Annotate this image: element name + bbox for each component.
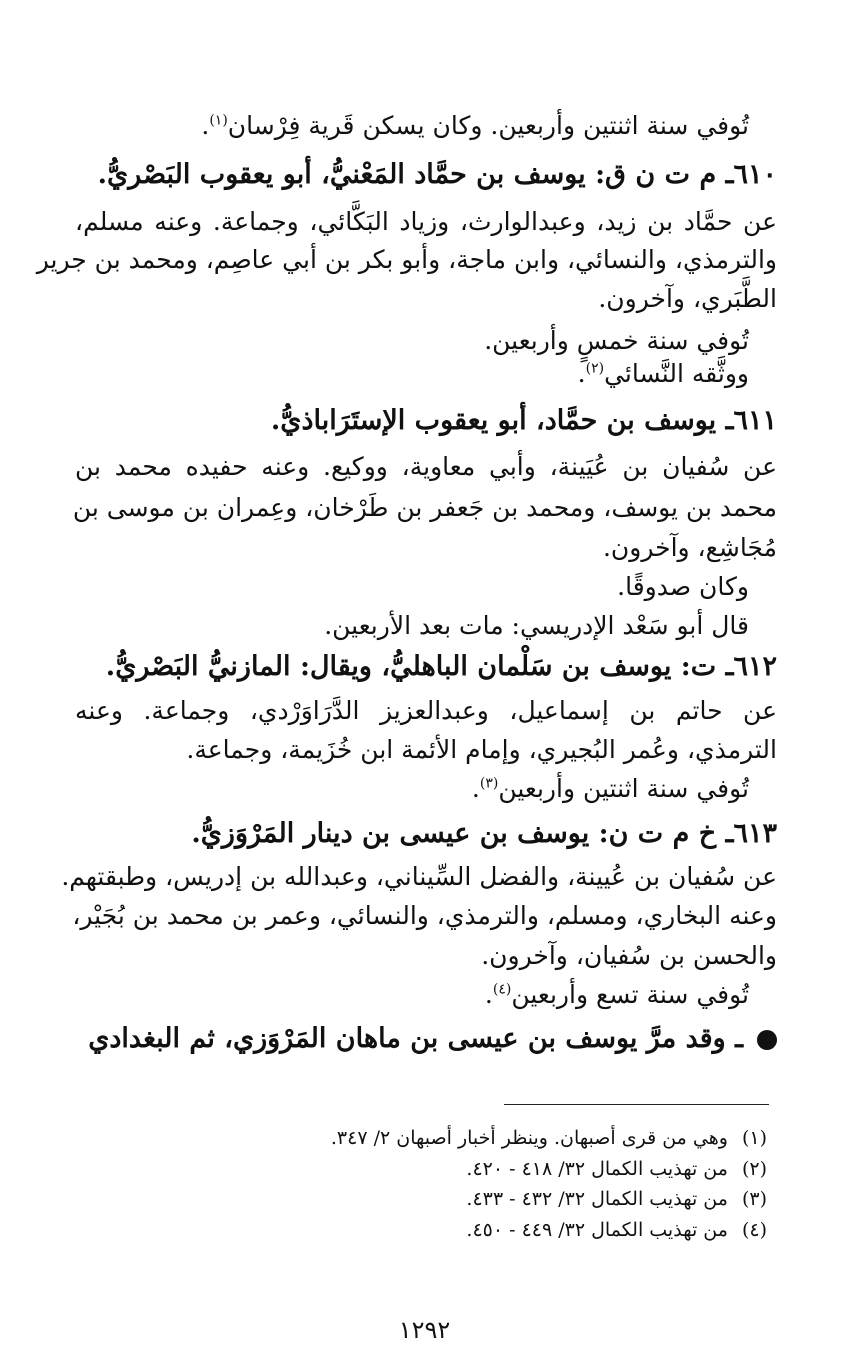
cross-reference-line: ـ وقد مرَّ يوسف بن عيسى بن ماهان المَرْوَزي، ثم البغدادي [88, 1022, 777, 1056]
text-line: والحسن بن سُفيان، وآخرون. [481, 941, 777, 970]
text-line: قال أبو سَعْد الإدريسي: مات بعد الأربعين. [324, 611, 749, 640]
footnote: (١)وهي من قرى أصبهان. وينظر أخبار أصبهان ٢/ ٣٤٧. [330, 1127, 767, 1149]
text-line: وكان صدوقًا. [617, 572, 749, 601]
entry-heading: ٦١٠ـ م ت ن ق: يوسف بن حمَّاد المَعْنيُّ، أبو يعقوب البَصْريُّ. [97, 159, 777, 190]
footnote: (٣)من تهذيب الكمال ٣٢/ ٤٣٢ - ٤٣٣. [466, 1188, 767, 1210]
entry-heading: ٦١٢ـ ت: يوسف بن سَلْمان الباهليُّ، ويقال: المازنيُّ البَصْريُّ. [105, 651, 777, 682]
text-line: الترمذي، وعُمر البُجيري، وإمام الأئمة ابن خُزَيمة، وجماعة. [186, 735, 777, 764]
text-line: عن سُفيان بن عُيينة، والفضل السِّيناني، وعبدالله بن إدريس، وطبقتهم. [61, 862, 777, 891]
footnote-marker: (٣) [479, 775, 499, 792]
text-line: عن حاتم بن إسماعيل، وعبدالعزيز الدَّرَاوَرْدي، وجماعة. وعنه [75, 696, 777, 725]
text-line: تُوفي سنة خمسٍ وأربعين. [484, 326, 749, 355]
entry-heading: ٦١١ـ يوسف بن حمَّاد، أبو يعقوب الإستَرَاباذيُّ. [270, 405, 777, 436]
footnote: (٤)من تهذيب الكمال ٣٢/ ٤٤٩ - ٤٥٠. [466, 1219, 767, 1241]
text-line: والترمذي، والنسائي، وابن ماجة، وأبو بكر بن أبي عاصِم، ومحمد بن جرير [36, 245, 777, 274]
footnote: (٢)من تهذيب الكمال ٣٢/ ٤١٨ - ٤٢٠. [466, 1158, 767, 1180]
footnote-marker: (١) [209, 112, 228, 129]
text-line: ووثَّقه النَّسائي$^{(٢)}$. [577, 359, 749, 388]
bullet-icon [757, 1030, 777, 1050]
footnote-marker: (٤) [492, 981, 512, 998]
entry-heading: ٦١٣ـ خ م ت ن: يوسف بن عيسى بن دينار المَرْوَزيُّ. [191, 818, 777, 849]
text-line: مُجَاشِع، وآخرون. [602, 533, 777, 562]
footnote-marker: (٢) [585, 360, 605, 377]
text-line: عن حمَّاد بن زيد، وعبدالوارث، وزياد البَكَّائي، وجماعة. وعنه مسلم، [75, 207, 777, 236]
text-line: تُوفي سنة اثنتين وأربعين$^{(٣)}$. [471, 774, 749, 803]
text-line: محمد بن يوسف، ومحمد بن جَعفر بن طَرْخان، وعِمران بن موسى بن [72, 493, 777, 522]
text-line: عن سُفيان بن عُيَينة، وأبي معاوية، ووكيع. وعنه حفيده محمد بن [75, 452, 777, 481]
text-line: وعنه البخاري، ومسلم، والترمذي، والنسائي، وعمر بن محمد بن بُجَيْر، [72, 901, 777, 930]
text-line: تُوفي سنة تسع وأربعين$^{(٤)}$. [484, 980, 749, 1009]
text-line: الطَّبَري، وآخرون. [598, 284, 777, 313]
text-line: تُوفي سنة اثنتين وأربعين. وكان يسكن قَرية فِرْسان$^{(١)}$. [201, 111, 749, 140]
page-number: ١٢٩٢ [398, 1316, 451, 1344]
footnote-divider [504, 1104, 769, 1105]
